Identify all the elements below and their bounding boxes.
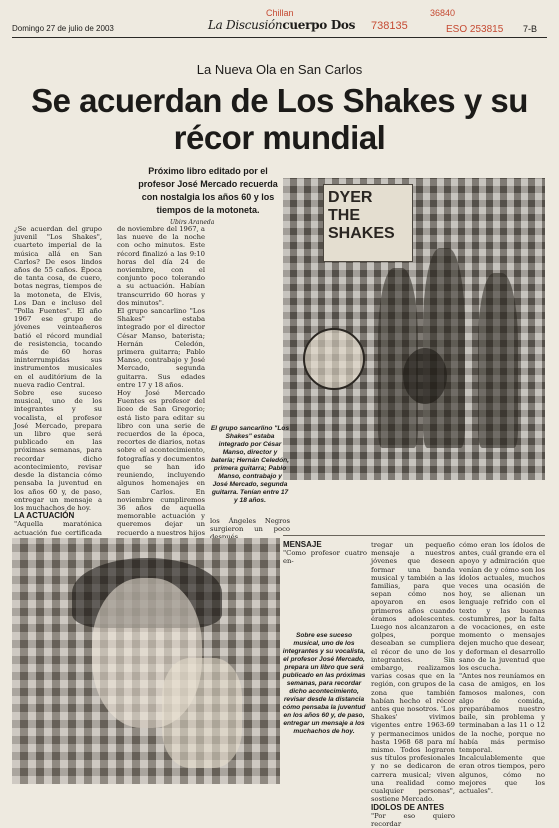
band-poster: DYER THE SHAKES bbox=[323, 184, 413, 262]
section-brand bbox=[208, 18, 355, 32]
paragraph: tregar un pequeño mensaje a nuestros jóvenes que deseen formar una banda musical y también a las familias, para que sepan cómo nos apoyaron en esos primeros años cuando éramos adolescentes. Luego nos alcanzaron a golpes, porque deseaban se cumpliera el récor de uno de los integrantes. Sin embargo, realizamos varias cosas que en la región, con grupos de la zona que también habían hecho el récor antes que nosotros. 'Los Shakes' vivimos vigentes entre 1963-69 y permanecimos unidos hasta 1968 68 para mí mismo. Todos lograron sus títulos profesionales y no se dedicaron de carrera musical; viven una realidad como cualquier personas", sostiene Mercado. bbox=[371, 541, 455, 804]
header-rule bbox=[12, 37, 547, 38]
paragraph: ¿Se acuerdan del grupo juvenil "Los Shakes", cuarteto imperial de la música allá en San Carlos? De esos lindos años de 55 caños. Época de tanta cosa, de cuero, botas negras, tiempos de la motoneta, de Elvis, Los Dan e incluso del "Polla Fuentes". El año 1967 ese grupo de jóvenes veinteañeros batió el récord mundial de resistencia, tocando más de 60 horas ininterrumpidas sus instrumentos musicales en el auditórium de la nueva radio Central. bbox=[14, 225, 102, 389]
band-photo bbox=[283, 178, 545, 480]
handwritten-city: Chillan bbox=[266, 8, 294, 18]
paragraph: "Antes nos reuníamos en casa de amigos, en los famosos malones, con algo de comida, preparábamos nuestro baile, sin problema y terminaban a las 11 o 12 de la noche, porque no había más permiso temporal. Incalculablemente que eran otros tiempos, pero algunos, cómo no mejores que los actuales". bbox=[459, 672, 545, 796]
text-column-2 bbox=[117, 225, 205, 535]
paragraph: los Ángeles Negros surgieron un poco bbox=[210, 517, 290, 534]
photo-caption: Sobre ese suceso musical, uno de los integrantes y su vocalista, el profesor José Mercado, prepara un libro que será publicado en las próximas semanas, para recordar dicho acontecimiento, revisar desde la distancia cómo pensaba la juventud en los años 60 y, de paso, entregar un mensaje a los muchachos de hoy. bbox=[282, 632, 366, 735]
photo-divider bbox=[283, 535, 545, 536]
drum bbox=[303, 328, 365, 390]
subheading: LA ACTUACIÓN bbox=[14, 511, 75, 521]
guitar bbox=[403, 348, 447, 404]
subheading: IDOLOS DE ANTES bbox=[371, 802, 445, 812]
paragraph: de noviembre del 1967, a las nueve de la noche con ocho minutos. Este récord finalizó a las 9:10 horas del día 24 de noviembre, con el conjunto poco tolerando a su actuación. Habían transcurrido 60 horas y dos minutos". bbox=[117, 225, 205, 307]
handwritten-code: ESO 253815 bbox=[446, 24, 504, 35]
paragraph: El grupo sancarlino "Los Shakes" estaba integrado por el director César Manso, baterista; Hernán Celedón, primera guitarra; Pablo Manso, contrabajo y José Mercado, segunda guitarra. Sus edades entre 17 y 18 años. bbox=[117, 307, 205, 389]
article-kicker: La Nueva Ola en San Carlos bbox=[196, 62, 363, 77]
band-member bbox=[478, 273, 518, 448]
newspaper-name: La Discusión bbox=[208, 18, 283, 32]
article-byline: Ubirs Araneda bbox=[170, 219, 215, 226]
portrait-hand bbox=[162, 658, 242, 768]
handwritten-code: 36840 bbox=[430, 8, 456, 18]
paragraph: Sobre ese suceso musical, uno de los integrantes y su vocalista, el profesor José Mercado, prepara un libro que será publicado en las próximas semanas, para recordar dicho acontecimiento, revisar desde la distancia cómo pensaba la juventud en los años 60 y, de paso, entregar un mensaje a los muchachos de hoy. bbox=[14, 389, 102, 512]
text-column-3 bbox=[283, 541, 367, 631]
edition-date: Domingo 27 de julio de 2003 bbox=[12, 24, 114, 33]
paragraph: "Como profesor cuatro en- bbox=[283, 549, 367, 566]
photo-caption: El grupo sancarlino "Los Shakes" estaba integrado por César Manso, director y batería; Hernán Celedón, primera guitarra; Pablo Manso, contrabajo y José Mercado, segunda guitarra. Tenían entre 17 y 18 años. bbox=[210, 425, 290, 504]
page-number: 7-B bbox=[523, 24, 538, 34]
article-deck: Próximo libro editado por el profesor José Mercado recuerda con nostalgia los años 60 y los tiempos de la motoneta. bbox=[138, 166, 278, 215]
article-headline: Se acuerdan de Los Shakes y su récor mundial bbox=[31, 82, 528, 156]
paragraph: "Aquella maratónica actuación fue certificada bbox=[14, 520, 102, 537]
paragraph: "Por eso quiero recordar bbox=[371, 811, 455, 828]
paragraph: cómo eran los ídolos de antes, cuál grande era el apoyo y admiración que venían de y cómo son los ídolos actuales, muchos veces una ocasión de hoy, se alienan un lenguaje refrido con el texto y las buenas costumbres, por la falta de vocaciones, en este momento o mensajes dejen mucho que desear, y deforman el desarrollo sano de la juventud que los escucha. bbox=[459, 541, 546, 673]
subheading: MENSAJE bbox=[283, 540, 322, 549]
text-column-4 bbox=[371, 541, 455, 828]
section-name: cuerpo Dos bbox=[282, 18, 356, 32]
text-column-1 bbox=[14, 225, 102, 535]
handwritten-code: 738135 bbox=[371, 20, 408, 32]
text-column-2-continued bbox=[210, 517, 290, 537]
text-column-5 bbox=[459, 541, 546, 796]
portrait-photo bbox=[12, 538, 280, 784]
paragraph: Hoy José Mercado Fuentes es profesor del liceo de San Gregorio; está listo para editar su libro con una serie de recuerdos de la época, recortes de diarios, notas sobre el acontecimiento, fotografías y documentos que se han ido reuniendo, incluyendo algunos homenajes en San Carlos. En noviembre cumpliremos 36 años de aquella memorable actuación y queremos dejar un recuerdo a nuestros hijos bbox=[117, 389, 205, 537]
